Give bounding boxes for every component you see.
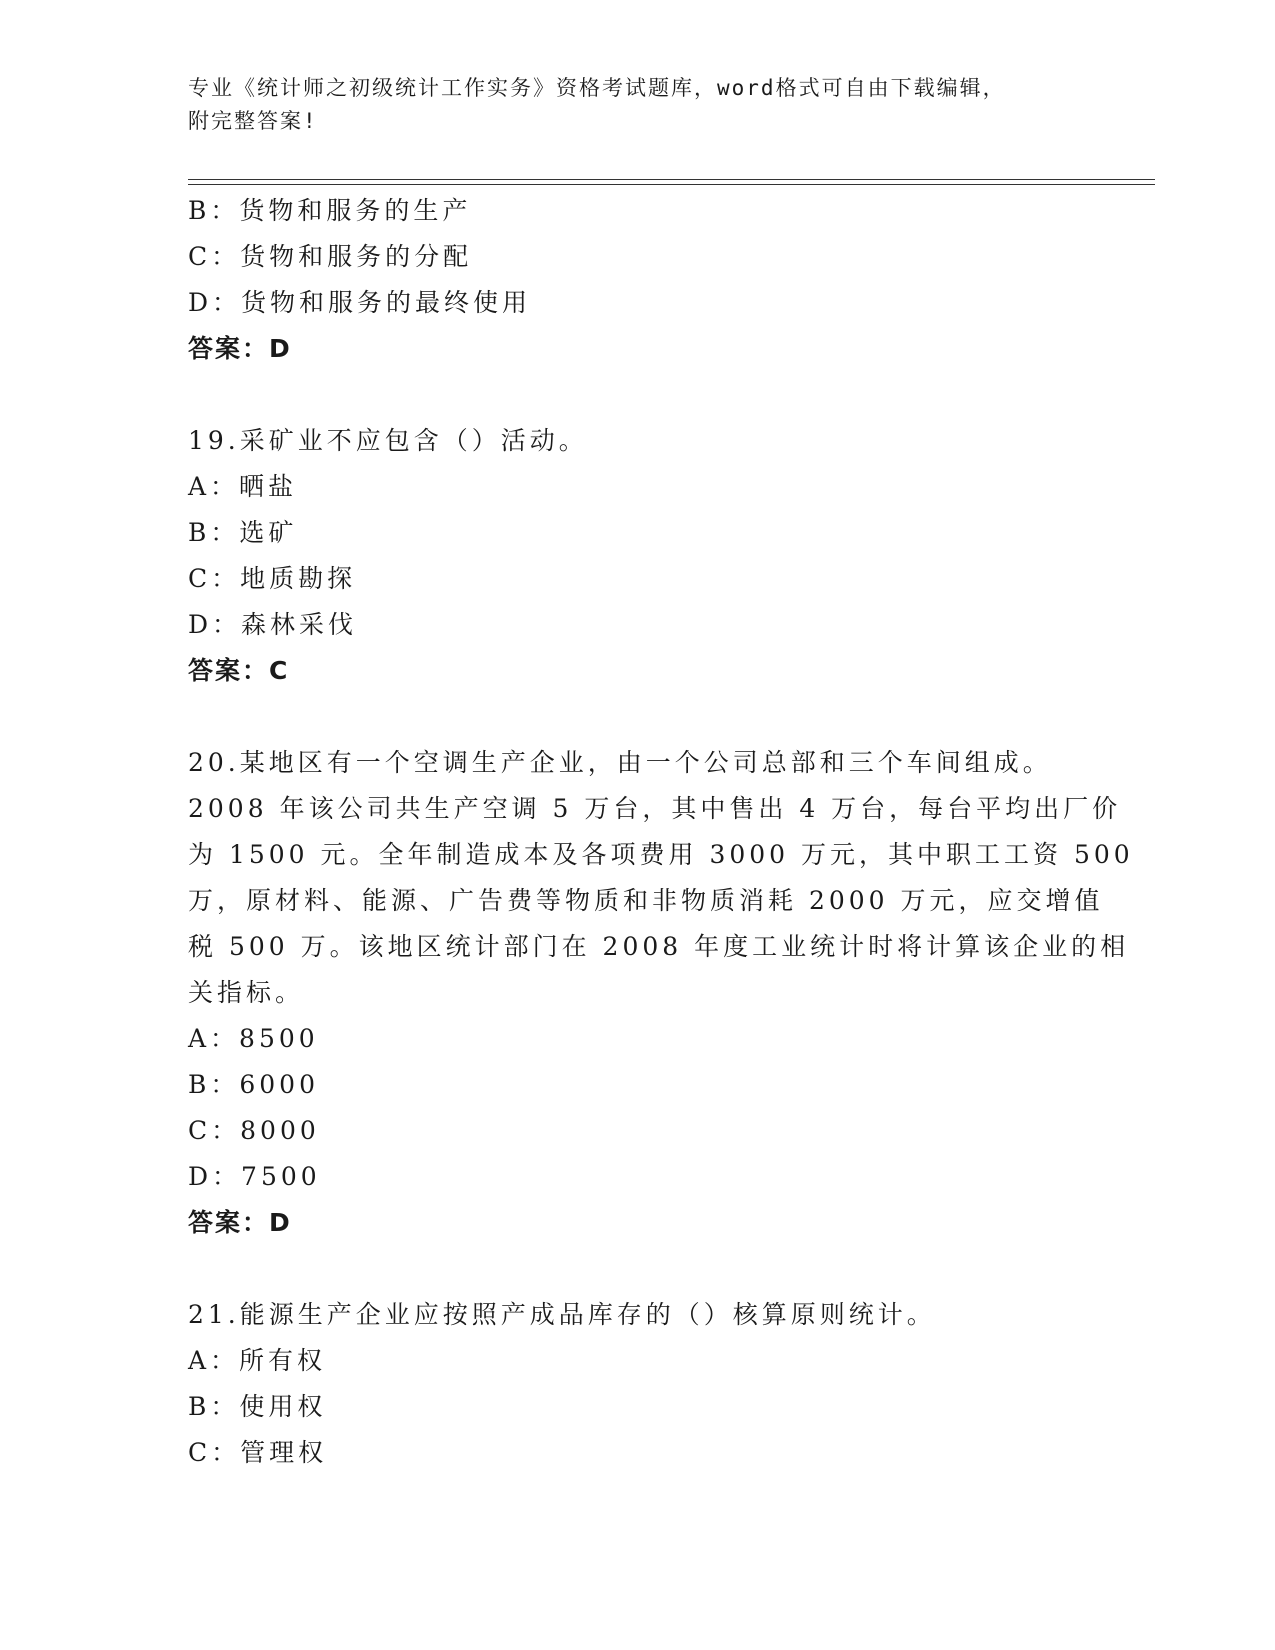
- option-b: B：选矿: [188, 518, 298, 547]
- answer-line: 答案：D: [188, 334, 292, 363]
- question-text: 19.采矿业不应包含（）活动。: [188, 426, 588, 455]
- question-21: [188, 1292, 1088, 1476]
- option-a: A：晒盐: [188, 472, 298, 501]
- answer-line: 答案：C: [188, 656, 290, 685]
- option-b: B：使用权: [188, 1392, 327, 1421]
- header-divider-top: [188, 179, 1155, 180]
- option-d: D：货物和服务的最终使用: [188, 288, 532, 317]
- question-content: [188, 188, 1134, 1476]
- header-divider-bottom: [188, 184, 1155, 185]
- spacer: [188, 1246, 1088, 1292]
- spacer: [188, 372, 1088, 418]
- option-a: A：所有权: [188, 1346, 327, 1375]
- option-d: D：7500: [188, 1162, 321, 1191]
- question-text-line: 为 1500 元。全年制造成本及各项费用 3000 万元，其中职工工资 500: [188, 840, 1134, 869]
- option-d: D：森林采伐: [188, 610, 358, 639]
- option-c: C：8000: [188, 1116, 320, 1145]
- question-18: [188, 188, 1088, 372]
- option-c: C：地质勘探: [188, 564, 357, 593]
- header-line-1: 专业《统计师之初级统计工作实务》资格考试题库，word格式可自由下载编辑，: [188, 76, 1006, 100]
- question-text: 21.能源生产企业应按照产成品库存的（）核算原则统计。: [188, 1300, 936, 1329]
- question-text-line: 2008 年该公司共生产空调 5 万台，其中售出 4 万台，每台平均出厂价: [188, 794, 1122, 823]
- answer-line: 答案：D: [188, 1208, 292, 1237]
- question-19: [188, 418, 1088, 694]
- question-text-line: 关指标。: [188, 978, 305, 1007]
- document-header: [188, 72, 1088, 138]
- question-text-line: 20.某地区有一个空调生产企业，由一个公司总部和三个车间组成。: [188, 748, 1052, 777]
- option-b: B：货物和服务的生产: [188, 196, 472, 225]
- question-text-line: 万，原材料、能源、广告费等物质和非物质消耗 2000 万元，应交增值: [188, 886, 1104, 915]
- question-20: [188, 740, 1134, 1246]
- header-line-2: 附完整答案!: [188, 109, 318, 133]
- option-c: C：货物和服务的分配: [188, 242, 473, 271]
- option-c: C：管理权: [188, 1438, 328, 1467]
- spacer: [188, 694, 1088, 740]
- option-a: A：8500: [188, 1024, 319, 1053]
- option-b: B：6000: [188, 1070, 319, 1099]
- question-text-line: 税 500 万。该地区统计部门在 2008 年度工业统计时将计算该企业的相: [188, 932, 1130, 961]
